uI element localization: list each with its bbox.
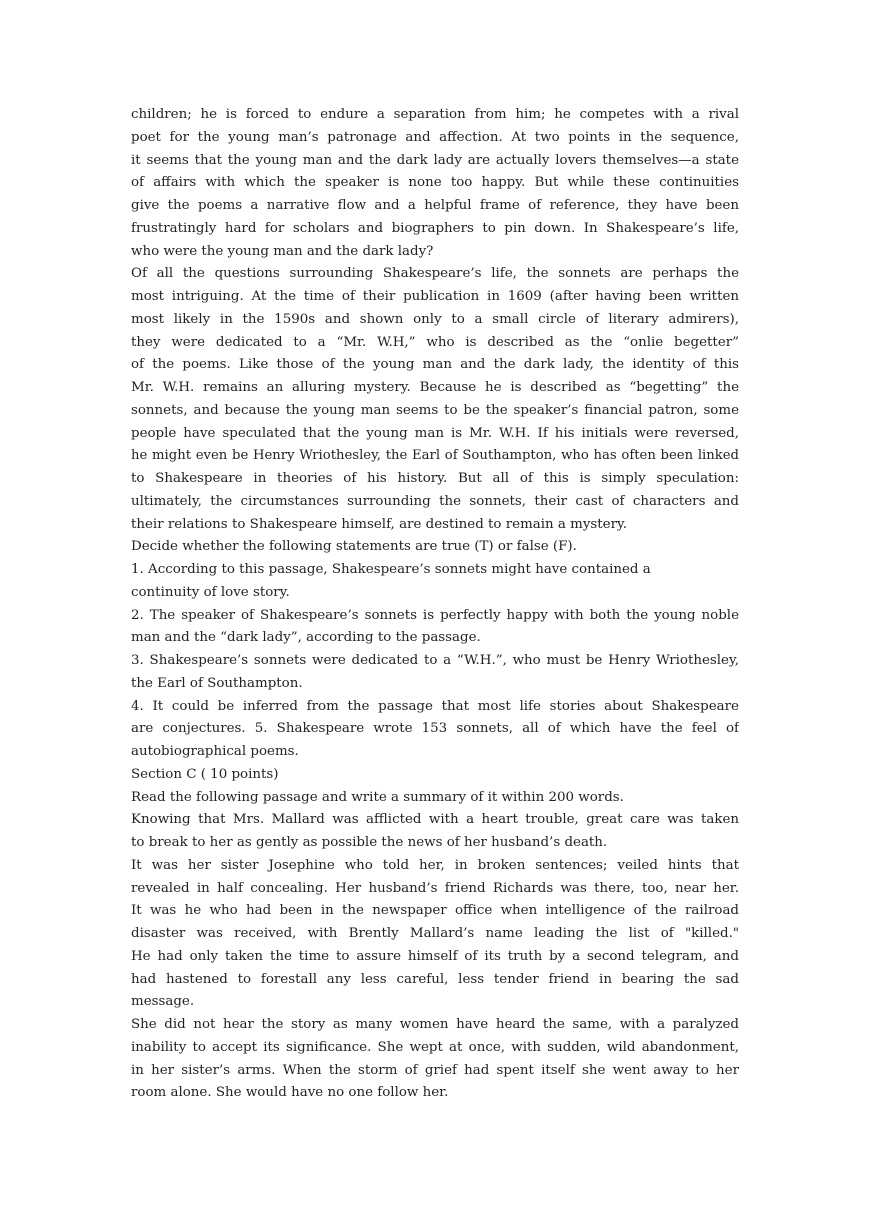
text-line: their relations to Shakespeare himself, are destined to remain a mystery. xyxy=(131,516,628,532)
text-line: disaster was received, with Brently Mallard’s name leading the list of "killed." xyxy=(131,926,739,941)
text-line: room alone. She would have no one follow her. xyxy=(131,1085,449,1101)
text-line: of affairs with which the speaker is none too happy. But while these continuities xyxy=(131,175,739,191)
text-line: It was he who had been in the newspaper office when intelligence of the railroad xyxy=(131,903,739,919)
text-line: people have speculated that the young man is Mr. W.H. If his initials were reversed, xyxy=(131,425,739,441)
text-line: it seems that the young man and the dark lady are actually lovers themselves—a state xyxy=(131,152,739,168)
text-line: had hastened to forestall any less careful, less tender friend in bearing the sad xyxy=(131,971,739,987)
text-line: sonnets, and because the young man seems to be the speaker’s financial patron, some xyxy=(131,402,739,418)
text-line: poet for the young man’s patronage and affection. At two points in the sequence, xyxy=(131,129,739,145)
text-line: He had only taken the time to assure himself of its truth by a second telegram, and xyxy=(131,948,739,964)
text-line: revealed in half concealing. Her husband’s friend Richards was there, too, near her. xyxy=(131,880,739,896)
text-line: Decide whether the following statements are true (T) or false (F). xyxy=(131,539,577,555)
text-line: to Shakespeare in theories of his history. But all of this is simply speculation: xyxy=(131,471,739,486)
text-line: Read the following passage and write a summary of it within 200 words. xyxy=(131,789,624,805)
document-body xyxy=(131,104,739,1105)
text-line: most intriguing. At the time of their publication in 1609 (after having been written xyxy=(131,289,739,304)
text-line: most likely in the 1590s and shown only to a small circle of literary admirers), xyxy=(131,311,739,327)
text-line: inability to accept its significance. She wept at once, with sudden, wild abandonment, xyxy=(131,1039,739,1055)
text-line: give the poems a narrative flow and a helpful frame of reference, they have been xyxy=(131,198,739,213)
text-line: It was her sister Josephine who told her, in broken sentences; veiled hints that xyxy=(131,857,739,873)
text-line: continuity of love story. xyxy=(131,584,290,600)
text-line: 1. According to this passage, Shakespeare’s sonnets might have contained a xyxy=(131,562,651,577)
text-line: message. xyxy=(131,994,195,1010)
text-line: are conjectures. 5. Shakespeare wrote 153 sonnets, all of which have the feel of xyxy=(131,721,739,737)
text-line: 4. It could be inferred from the passage that most life stories about Shakespeare xyxy=(131,698,739,714)
text-line: man and the “dark lady”, according to the passage. xyxy=(131,630,481,646)
text-line: to break to her as gently as possible the news of her husband’s death. xyxy=(131,835,608,850)
text-line: in her sister’s arms. When the storm of grief had spent itself she went away to her xyxy=(131,1062,739,1078)
text-line: the Earl of Southampton. xyxy=(131,675,303,691)
text-line: Of all the questions surrounding Shakespeare’s life, the sonnets are perhaps the xyxy=(131,266,739,282)
text-line: he might even be Henry Wriothesley, the Earl of Southampton, who has often been linked xyxy=(131,448,739,464)
text-line: frustratingly hard for scholars and biographers to pin down. In Shakespeare’s life, xyxy=(131,220,739,236)
text-line: of the poems. Like those of the young man and the dark lady, the identity of this xyxy=(131,357,739,373)
text-line: 2. The speaker of Shakespeare’s sonnets is perfectly happy with both the young noble xyxy=(131,607,739,623)
text-line: who were the young man and the dark lady? xyxy=(131,243,434,259)
text-line: they were dedicated to a “Mr. W.H,” who is described as the “onlie begetter” xyxy=(131,334,739,350)
text-line: She did not hear the story as many women have heard the same, with a paralyzed xyxy=(131,1017,739,1032)
text-line: Mr. W.H. remains an alluring mystery. Because he is described as “begetting” the xyxy=(131,380,739,395)
text-line: children; he is forced to endure a separation from him; he competes with a rival xyxy=(131,107,739,122)
text-line: Section C ( 10 points) xyxy=(131,766,279,782)
text-line: ultimately, the circumstances surrounding the sonnets, their cast of characters and xyxy=(131,493,739,509)
text-line: autobiographical poems. xyxy=(131,744,299,759)
text-line: Knowing that Mrs. Mallard was afflicted with a heart trouble, great care was taken xyxy=(131,812,739,828)
text-line: 3. Shakespeare’s sonnets were dedicated to a “W.H.”, who must be Henry Wriothesley, xyxy=(131,653,739,668)
